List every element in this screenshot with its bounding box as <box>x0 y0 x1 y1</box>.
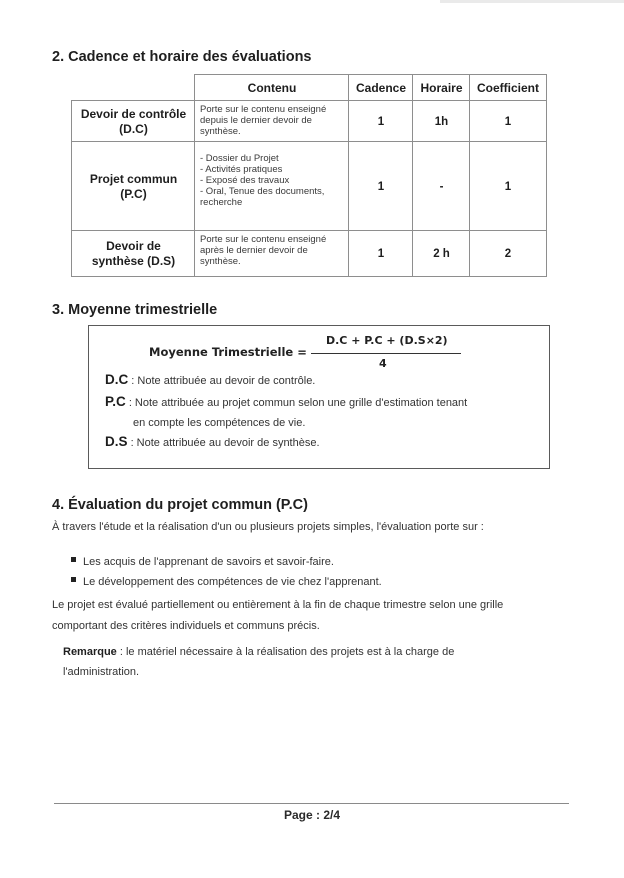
definition-dc: D.C : Note attribuée au devoir de contrôle. <box>105 372 316 387</box>
table-row-content-pc: - Dossier du Projet - Activités pratiques - Exposé des travaux - Oral, Tenue des documents, recherche <box>194 141 350 232</box>
evaluation-intro: À travers l'étude et la réalisation d'un ou plusieurs projets simples, l'évaluation porte sur : <box>52 521 484 533</box>
section-title-moyenne: 3. Moyenne trimestrielle <box>52 302 218 318</box>
remark-continuation: l'administration. <box>63 666 140 678</box>
definition-pc-continuation: en compte les compétences de vie. <box>133 417 306 429</box>
cadence-ds: 1 <box>348 230 414 277</box>
formula-denominator: 4 <box>379 357 387 370</box>
footer-divider <box>54 803 569 804</box>
header-coefficient: Coefficient <box>469 74 547 102</box>
header-contenu: Contenu <box>194 74 350 102</box>
horaire-ds: 2 h <box>412 230 471 277</box>
square-bullet-icon <box>71 557 76 562</box>
table-row-label-dc: Devoir de contrôle (D.C) <box>71 100 196 143</box>
cadence-dc: 1 <box>348 100 414 143</box>
horaire-dc: 1h <box>412 100 471 143</box>
remark: Remarque : le matériel nécessaire à la réalisation des projets est à la charge de <box>63 646 455 658</box>
definition-ds: D.S : Note attribuée au devoir de synthèse. <box>105 434 320 449</box>
table-row-content-ds: Porte sur le contenu enseigné après le dernier devoir de synthèse. <box>194 230 350 277</box>
evaluation-paragraph-line-1: Le projet est évalué partiellement ou entièrement à la fin de chaque trimestre selon une grille <box>52 599 504 611</box>
header-cadence: Cadence <box>348 74 414 102</box>
coefficient-pc: 1 <box>469 141 547 232</box>
bullet-item: Les acquis de l'apprenant de savoirs et savoir-faire. <box>71 556 334 568</box>
fraction-bar <box>311 353 461 354</box>
section-title-evaluation: 4. Évaluation du projet commun (P.C) <box>52 497 308 513</box>
formula-numerator: D.C + P.C + (D.S×2) <box>326 334 448 347</box>
evaluation-paragraph-line-2: comportant des critères individuels et communs précis. <box>52 620 320 632</box>
table-row-content-dc: Porte sur le contenu enseigné depuis le dernier devoir de synthèse. <box>194 100 350 143</box>
bullet-item: Le développement des compétences de vie chez l'apprenant. <box>71 576 382 588</box>
evaluation-schedule-table <box>71 74 547 277</box>
square-bullet-icon <box>71 577 76 582</box>
table-row-label-ds: Devoir de synthèse (D.S) <box>71 230 196 277</box>
cadence-pc: 1 <box>348 141 414 232</box>
formula-label: Moyenne Trimestrielle = <box>149 345 307 359</box>
horaire-pc: - <box>412 141 471 232</box>
coefficient-dc: 1 <box>469 100 547 143</box>
table-row-label-pc: Projet commun (P.C) <box>71 141 196 232</box>
section-title-cadence: 2. Cadence et horaire des évaluations <box>52 49 312 65</box>
scan-edge-mark <box>440 0 624 3</box>
coefficient-ds: 2 <box>469 230 547 277</box>
page-number: Page : 2/4 <box>283 808 341 822</box>
definition-pc: P.C : Note attribuée au projet commun selon une grille d'estimation tenant <box>105 394 468 409</box>
formula-box <box>88 325 550 469</box>
header-horaire: Horaire <box>412 74 471 102</box>
